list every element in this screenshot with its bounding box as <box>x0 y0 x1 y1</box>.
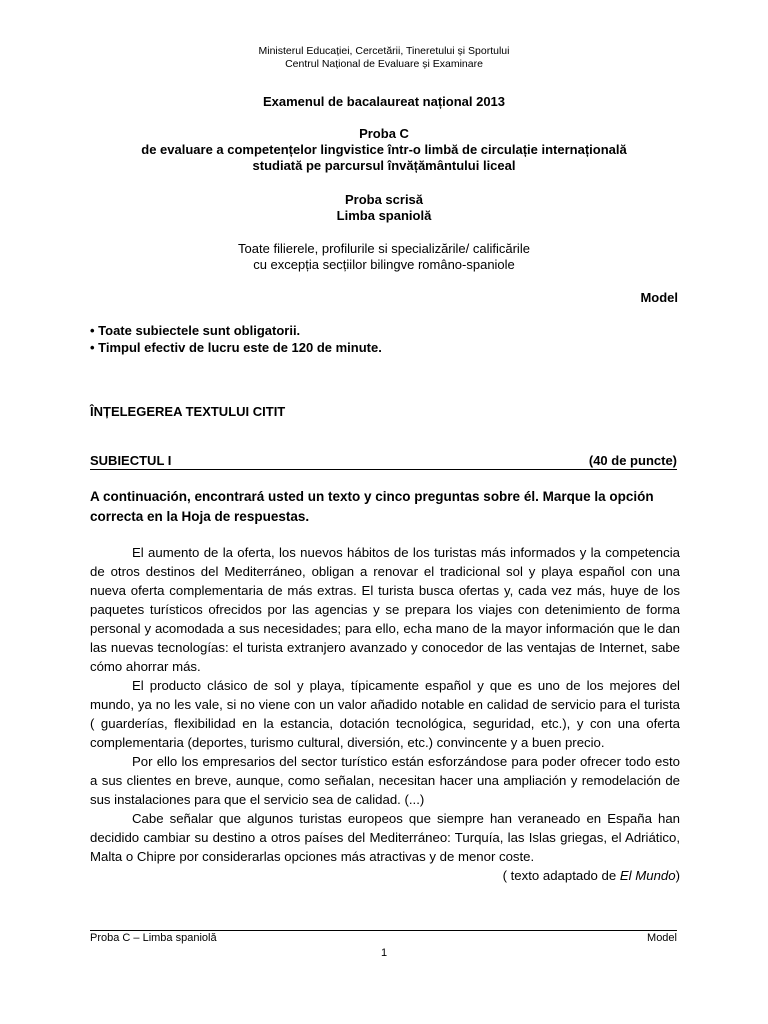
rules-list <box>90 322 382 356</box>
section-title: ÎNȚELEGEREA TEXTULUI CITIT <box>90 404 286 419</box>
model-label: Model <box>640 290 678 305</box>
scope-line2: cu excepția secțiilor bilingve româno-spaniole <box>253 257 515 272</box>
footer <box>90 932 677 944</box>
source-publication: El Mundo <box>619 868 676 883</box>
exam-title: Examenul de bacalaureat național 2013 <box>262 94 506 109</box>
written-test-title: Proba scrisă <box>344 192 424 207</box>
footer-divider <box>90 930 677 931</box>
rule-item: • Toate subiectele sunt obligatorii. <box>90 323 301 338</box>
subject-heading <box>90 453 677 470</box>
page-number: 1 <box>380 947 388 959</box>
rule-item: • Timpul efectiv de lucru este de 120 de minute. <box>90 340 382 355</box>
reading-text <box>90 543 680 885</box>
subject-points: (40 de puncte) <box>588 453 677 468</box>
ministry-header: Ministerul Educației, Cercetării, Tineretului și Sportului <box>258 45 510 57</box>
source-citation: ( texto adaptado de El Mundo) <box>502 868 680 883</box>
paragraph: Cabe señalar que algunos turistas europeos que siempre han veraneado en España han decidido cambiar su destino a otros países del Mediterráneo: Turquía, las Islas griegas, el Adriático, Malta o Chipre por considerarlas opciones más atractivas y de menor coste. <box>90 811 680 864</box>
subject-name: SUBIECTUL I <box>90 453 172 468</box>
scope-line1: Toate filierele, profilurile si specializările/ calificările <box>238 241 530 256</box>
proba-title: Proba C <box>359 126 409 141</box>
footer-left: Proba C – Limba spaniolă <box>90 932 217 944</box>
instruction-text: A continuación, encontrará usted un texto y cinco preguntas sobre él. Marque la opción correcta en la Hoja de respuestas. <box>90 489 654 524</box>
proba-description-line2: studiată pe parcursul învățământului liceal <box>252 158 516 173</box>
paragraph: El aumento de la oferta, los nuevos hábitos de los turistas más informados y la competencia de otros destinos del Mediterráneo, obligan a renovar el tradicional sol y playa español con una nueva oferta complementaria de más extras. El turista busca ofertas y, cada vez más, huye de los paquetes turísticos ofrecidos por las agencias y se prepara los viajes con detenimiento de forma personal y acomodada a sus necesidades; para ello, echa mano de la mayor información que le dan las nuevas tecnologías: el turista extranjero avanzado y conocedor de las ventajas de Internet, sabe cómo ahorrar más. <box>90 545 680 674</box>
paragraph: Por ello los empresarios del sector turístico están esforzándose para poder ofrecer todo esto a sus clientes en breve, aunque, como señalan, necesitan hacer una ampliación y remodelación de sus instalaciones para que el servicio sea de calidad. (...) <box>90 754 680 807</box>
footer-right: Model <box>647 932 677 944</box>
proba-description-line1: de evaluare a competențelor lingvistice într-o limbă de circulație internațională <box>141 142 627 157</box>
paragraph: El producto clásico de sol y playa, típicamente español y que es uno de los mejores del mundo, ya no les vale, si no viene con un valor añadido notable en calidad de servicio para el turista ( guarderías, flexibilidad en la estancia, dotación tecnológica, seguridad, etc.), y con una oferta complementaria (deportes, turismo cultural, diversión, etc.) convincente y a buen precio. <box>90 678 680 750</box>
language-title: Limba spaniolă <box>336 208 432 223</box>
center-header: Centrul Național de Evaluare și Examinare <box>285 58 483 70</box>
